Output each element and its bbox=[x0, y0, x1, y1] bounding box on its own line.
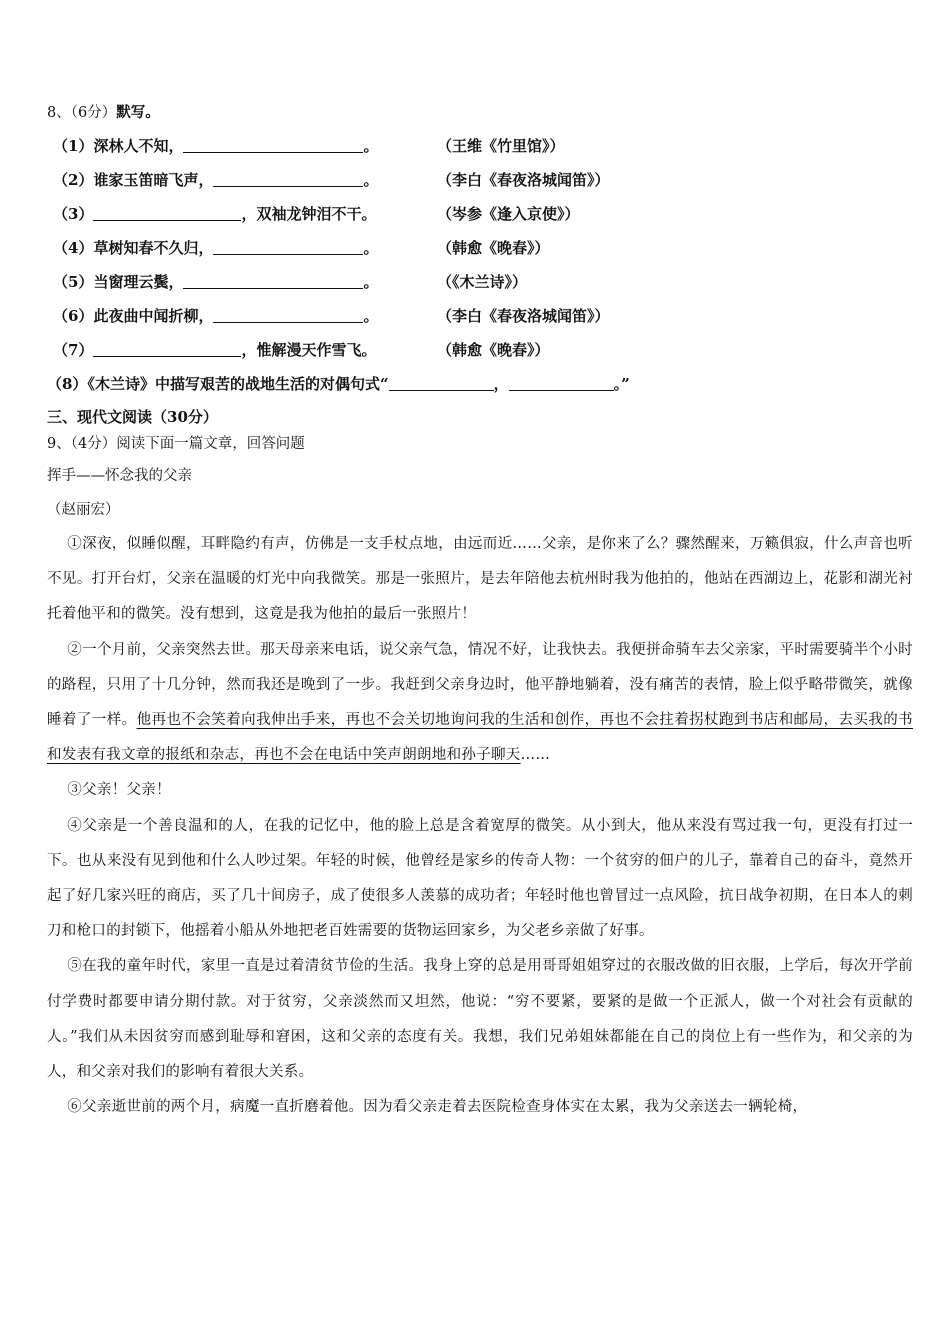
answer-blank[interactable] bbox=[93, 338, 241, 357]
line-source: （李白《春夜洛城闻笛》） bbox=[437, 307, 610, 325]
line-source: （韩愈《晚春》） bbox=[437, 341, 550, 359]
paragraph-1: ①深夜，似睡似醒，耳畔隐约有声，仿佛是一支手杖点地，由远而近……父亲，是你来了么？骤然醒来，万籁俱寂，什么声音也听不见。打开台灯，父亲在温暖的灯光中向我微笑。那是一张照片，是去年陪他去杭州时我为他拍的，他站在西湖边上，花影和湖光衬托着他平和的微笑。没有想到，这竟是我为他拍的最后一张照片！ bbox=[47, 536, 913, 623]
line-text-before: 当窗理云鬓， bbox=[93, 273, 184, 291]
question-instruction: 默写。 bbox=[116, 104, 160, 121]
line-text: 《木兰诗》中描写艰苦的战地生活的对偶句式“ bbox=[87, 375, 389, 393]
article-author: （赵丽宏） bbox=[47, 502, 120, 518]
line-index: （3） bbox=[53, 205, 94, 223]
line-text-before: 谁家玉笛暗飞声， bbox=[93, 171, 214, 189]
answer-blank[interactable] bbox=[213, 168, 363, 187]
line-source: （王维《竹里馆》） bbox=[437, 137, 565, 155]
line-index: （5） bbox=[53, 273, 94, 291]
line-text-after: 。 bbox=[363, 239, 379, 257]
line-text-before: 此夜曲中闻折柳， bbox=[93, 307, 214, 325]
paragraph-2-text: ②一个月前，父亲突然去世。那天母亲来电话，说父亲气急，情况不好，让我快去。我便拼命骑车去父亲家，平时需要骑半个小时的路程，只用了十几分钟，然而我还是晚到了一步。我赶到父亲身边时，他平静地躺着，没有痛苦的表情，脸上似乎略带微笑，就像睡着了一样。 bbox=[47, 641, 913, 729]
dictation-line-3 bbox=[47, 197, 913, 231]
line-text-after: 。 bbox=[363, 171, 379, 189]
question-8-header bbox=[47, 97, 913, 129]
article-title: 挥手——怀念我的父亲 bbox=[47, 468, 192, 484]
page bbox=[47, 97, 913, 1125]
dictation-line-5 bbox=[47, 265, 913, 299]
paragraph-3: ③父亲！父亲！ bbox=[67, 782, 171, 799]
line-index: （8） bbox=[47, 375, 88, 393]
line-text-after: ，双袖龙钟泪不干。 bbox=[241, 205, 377, 223]
dictation-line-7 bbox=[47, 333, 913, 367]
line-index: （2） bbox=[53, 171, 94, 189]
line-index: （6） bbox=[53, 307, 94, 325]
line-text-after: 。 bbox=[363, 273, 379, 291]
dictation-line-4 bbox=[47, 231, 913, 265]
paragraph-2 bbox=[47, 633, 913, 774]
section-title: 三、现代文阅读（30分） bbox=[47, 408, 218, 426]
answer-blank[interactable] bbox=[213, 304, 363, 323]
line-text-after: 。 bbox=[363, 137, 379, 155]
line-text-before: 深林人不知， bbox=[93, 137, 184, 155]
line-text-after: 。 bbox=[363, 307, 379, 325]
line-text-before: 草树知春不久归， bbox=[93, 239, 214, 257]
dictation-line-1 bbox=[47, 129, 913, 163]
dictation-line-8 bbox=[47, 367, 913, 401]
dictation-line-2 bbox=[47, 163, 913, 197]
answer-blank[interactable] bbox=[93, 202, 241, 221]
paragraph-2-ellipsis: …… bbox=[520, 747, 551, 764]
question-number: 8、 bbox=[47, 105, 71, 121]
answer-blank[interactable] bbox=[183, 134, 363, 153]
question-9-header: 9、（4分）阅读下面一篇文章，回答问题 bbox=[47, 436, 305, 452]
line-index: （1） bbox=[53, 137, 94, 155]
paragraph-5: ⑤在我的童年时代，家里一直是过着清贫节俭的生活。我身上穿的总是用哥哥姐姐穿过的衣服改做的旧衣服，上学后，每次开学前付学费时都要申请分期付款。对于贫穷，父亲淡然而又坦然，他说：“穷不要紧，要紧的是做一个正派人，做一个对社会有贡献的人。”我们从未因贫穷而感到耻辱和窘困，这和父亲的态度有关。我想，我们兄弟姐妹都能在自己的岗位上有一些作为，和父亲的为人，和父亲对我们的影响有着很大关系。 bbox=[47, 958, 913, 1081]
line-source: （李白《春夜洛城闻笛》） bbox=[437, 171, 610, 189]
answer-blank[interactable] bbox=[183, 270, 363, 289]
answer-blank[interactable] bbox=[509, 372, 614, 391]
line-source: （岑参《逢入京使》） bbox=[437, 205, 580, 223]
underlined-sentence: 他再也不会笑着向我伸出手来，再也不会关切地询问我的生活和创作，再也不会拄着拐杖跑到书店和邮局，去买我的书和发表有我文章的报纸和杂志，再也不会在电话中笑声朗朗地和孙子聊天 bbox=[47, 712, 913, 764]
line-separator: ， bbox=[493, 375, 509, 393]
line-index: （7） bbox=[53, 341, 94, 359]
line-end: 。” bbox=[613, 375, 630, 393]
line-text-after: ，惟解漫天作雪飞。 bbox=[241, 341, 377, 359]
dictation-line-6 bbox=[47, 299, 913, 333]
answer-blank[interactable] bbox=[213, 236, 363, 255]
line-source: （《木兰诗》） bbox=[437, 273, 528, 291]
paragraph-4: ④父亲是一个善良温和的人，在我的记忆中，他的脸上总是含着宽厚的微笑。从小到大，他从来没有骂过我一句，更没有打过一下。也从来没有见到他和什么人吵过架。年轻的时候，他曾经是家乡的传奇人物：一个贫穷的佃户的儿子，靠着自己的奋斗，竟然开起了好几家兴旺的商店，买了几十间房子，成了使很多人羡慕的成功者；年轻时他也曾冒过一点风险，抗日战争初期，在日本人的刺刀和枪口的封锁下，他摇着小船从外地把老百姓需要的货物运回家乡，为父老乡亲做了好事。 bbox=[47, 817, 913, 940]
question-score: （6分） bbox=[70, 105, 117, 121]
paragraph-6: ⑥父亲逝世前的两个月，病魔一直折磨着他。因为看父亲走着去医院检查身体实在太累，我为父亲送去一辆轮椅， bbox=[67, 1099, 808, 1116]
line-source: （韩愈《晚春》） bbox=[437, 239, 550, 257]
line-index: （4） bbox=[53, 239, 94, 257]
answer-blank[interactable] bbox=[389, 372, 494, 391]
